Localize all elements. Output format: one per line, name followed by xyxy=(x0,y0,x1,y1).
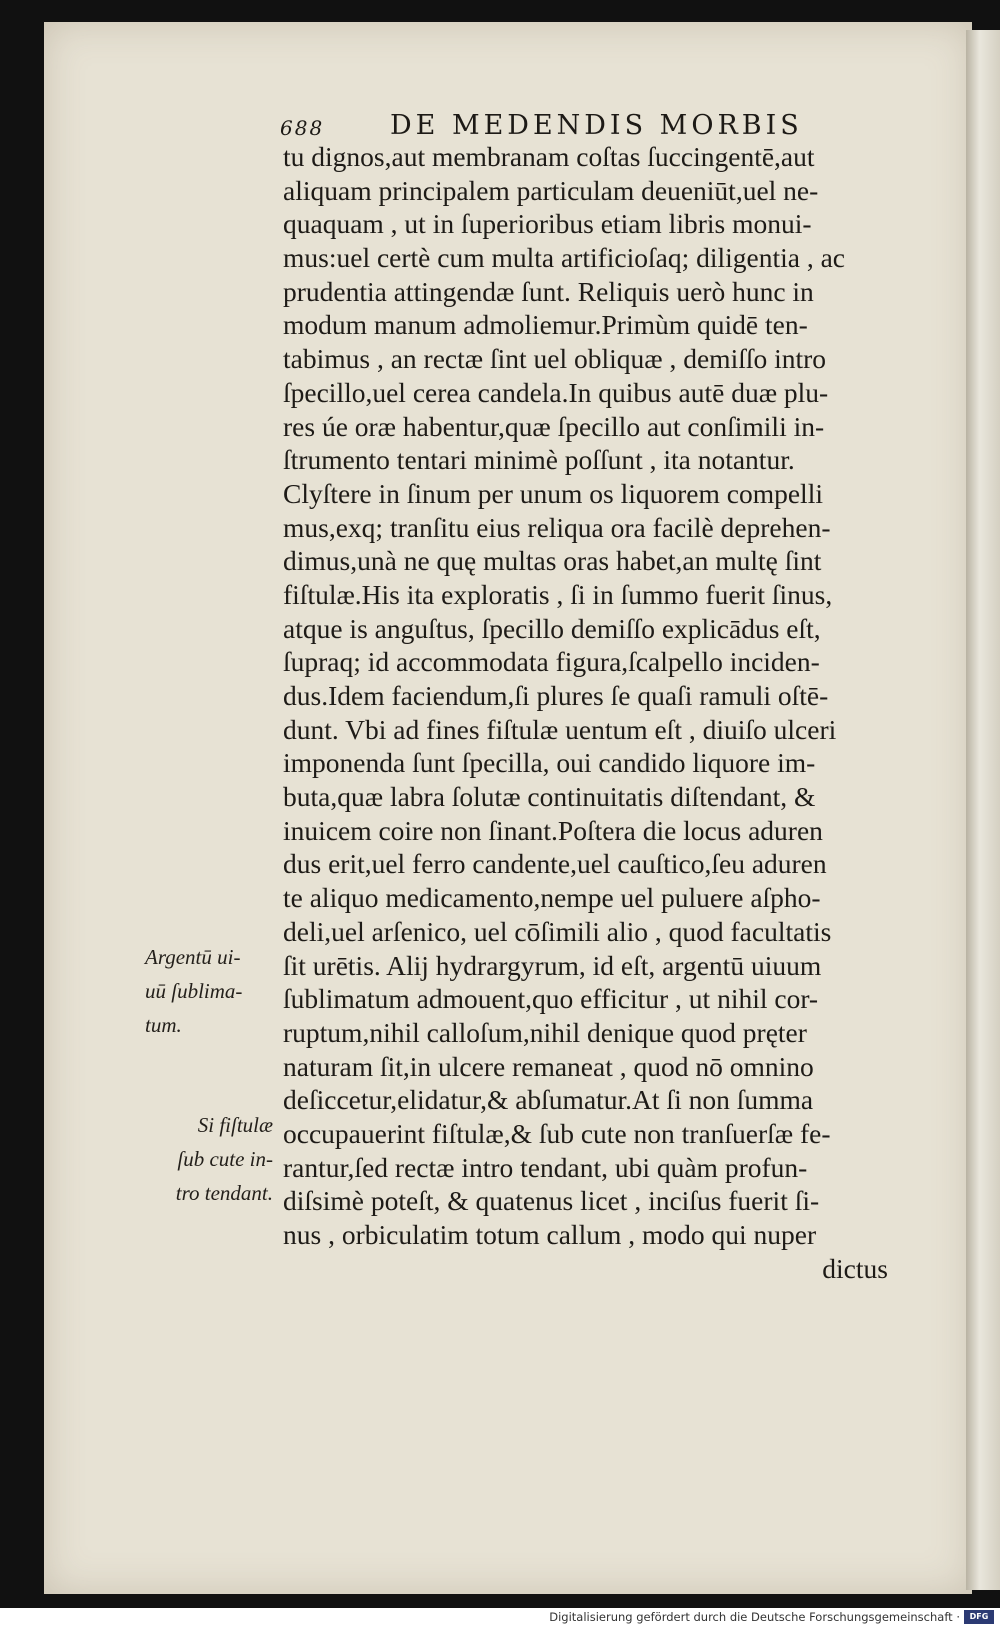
marginal-line: Argentū ui- xyxy=(145,945,241,969)
text-line: atque is anguſtus, ſpecillo demiſſo explicādus eſt, xyxy=(283,612,821,644)
text-line: tu dignos,aut membranam coſtas ſuccingentē,aut xyxy=(283,141,815,172)
text-line: imponenda ſunt ſpecilla, oui candido liquore im- xyxy=(283,747,816,779)
text-line: modum manum admoliemur.Primùm quidē ten- xyxy=(283,309,808,341)
marginal-note-fistulae xyxy=(145,1108,273,1210)
text-line: mus,exq; tranſitu eius reliqua ora facilè deprehen- xyxy=(283,511,831,543)
text-line: ſupraq; id accommodata figura,ſcalpello inciden- xyxy=(283,646,820,678)
text-line: te aliquo medicamento,nempe uel puluere aſpho- xyxy=(283,882,821,914)
text-line: dus erit,uel ferro candente,uel cauſtico,ſeu aduren xyxy=(283,848,827,880)
text-line: occupauerint fiſtulæ,& ſub cute non tranſuerſæ fe- xyxy=(283,1117,831,1149)
text-line: rantur,ſed rectæ intro tendant, ubi quàm profun- xyxy=(283,1151,808,1183)
dfg-logo-icon: DFG xyxy=(964,1610,994,1624)
text-line: quaquam , ut in ſuperioribus etiam libris monui- xyxy=(283,208,812,240)
text-line: tabimus , an rectæ ſint uel obliquæ , demiſſo intro xyxy=(283,343,827,375)
marginal-line: tro tendant. xyxy=(175,1181,273,1205)
text-line: ſublimatum admouent,quo efficitur , ut nihil cor- xyxy=(283,983,819,1015)
facing-page-edge xyxy=(966,30,1000,1590)
text-line: dus.Idem faciendum,ſi plures ſe quaſi ramuli oſtē- xyxy=(283,680,829,711)
running-title: DE MEDENDIS MORBIS xyxy=(390,110,803,141)
text-line: buta,quæ labra ſolutæ continuitatis diſtendant, & xyxy=(283,781,816,813)
digitization-footer xyxy=(0,1608,1000,1627)
main-text-block xyxy=(283,140,908,1285)
funding-credit: Digitalisierung gefördert durch die Deutsche Forschungsgemeinschaft · xyxy=(549,1610,960,1624)
text-line: mus:uel certè cum multa artificioſaq; diligentia , ac xyxy=(283,242,846,274)
text-line: aliquam principalem particulam deueniūt,uel ne- xyxy=(283,174,819,206)
text-line: nus , orbiculatim totum callum , modo qui nuper xyxy=(283,1219,817,1250)
text-line: ſpecillo,uel cerea candela.In quibus autē duæ plu- xyxy=(283,376,829,408)
text-line: ſtrumento tentari minimè poſſunt , ita notantur. xyxy=(283,444,795,476)
marginal-line: Si fiſtulæ xyxy=(197,1113,273,1137)
text-line: dunt. Vbi ad fines fiſtulæ uentum eſt , diuiſo ulceri xyxy=(283,713,837,745)
text-line: deſiccetur,elidatur,& abſumatur.At ſi non ſumma xyxy=(283,1084,814,1116)
catchword: dictus xyxy=(822,1252,888,1284)
text-line: Clyſtere in ſinum per unum os liquorem compelli xyxy=(283,477,823,509)
text-line: diſsimè poteſt, & quatenus licet , inciſus fuerit ſi- xyxy=(283,1185,820,1217)
text-line: naturam ſit,in ulcere remaneat , quod nō omnino xyxy=(283,1050,814,1082)
marginal-line: ſub cute in- xyxy=(177,1147,273,1171)
text-line: deli,uel arſenico, uel cōſimili alio , quod facultatis xyxy=(283,915,832,947)
marginal-line: tum. xyxy=(145,1013,182,1037)
text-line: ſit urētis. Alij hydrargyrum, id eſt, argentū uiuum xyxy=(283,949,822,981)
marginal-note-argentum xyxy=(145,940,275,1042)
text-line: res úe oræ habentur,quæ ſpecillo aut conſimili in- xyxy=(283,410,825,442)
text-line: ruptum,nihil calloſum,nihil denique quod pręter xyxy=(283,1016,807,1048)
text-line: dimus,unà ne quę multas oras habet,an multę ſint xyxy=(283,545,822,577)
marginal-line: uū ſublima- xyxy=(145,979,243,1003)
text-line: fiſtulæ.His ita exploratis , ſi in ſummo fuerit ſinus, xyxy=(283,578,833,610)
text-line: inuicem coire non ſinant.Poſtera die locus aduren xyxy=(283,814,823,846)
text-line: prudentia attingendæ ſunt. Reliquis uerò hunc in xyxy=(283,275,814,307)
page-number: 688 xyxy=(280,116,325,140)
